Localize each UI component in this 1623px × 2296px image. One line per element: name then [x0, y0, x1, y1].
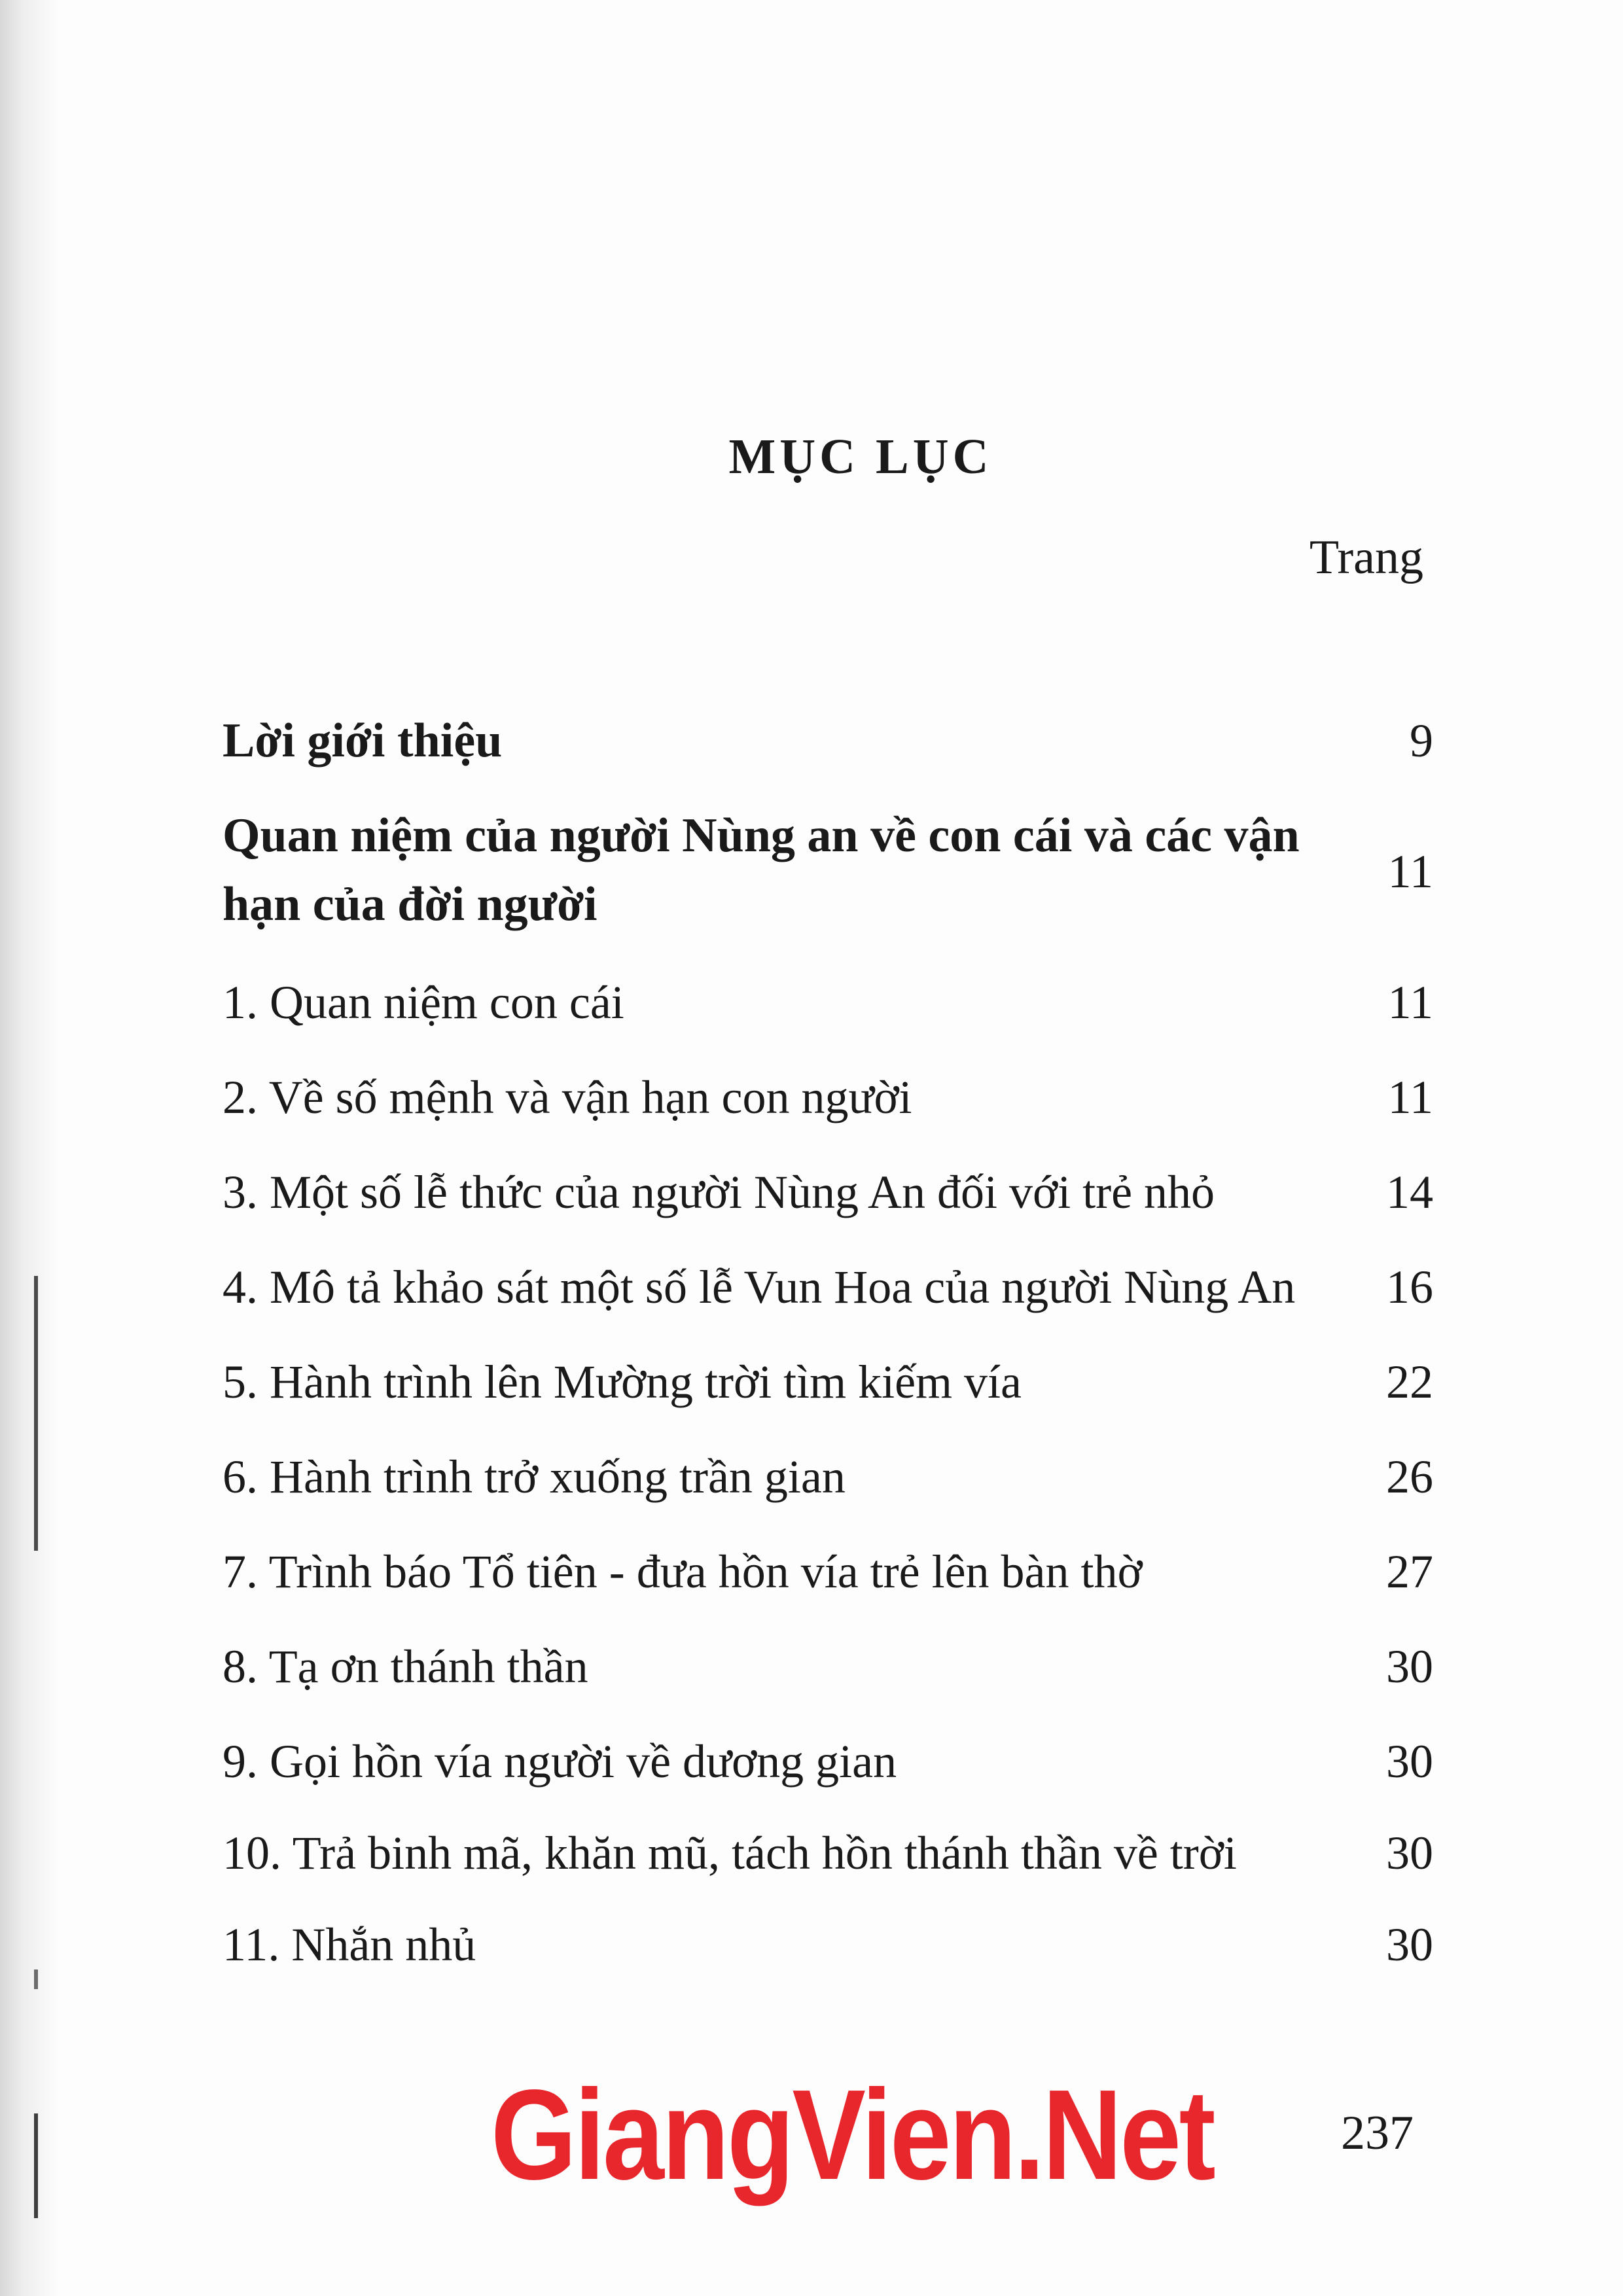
toc-entry-page: 11	[1387, 845, 1433, 898]
toc-entry-label: 7. Trình báo Tổ tiên - đưa hồn vía trẻ lên bàn thờ	[223, 1545, 1143, 1598]
page-number: 237	[1341, 2106, 1414, 2160]
toc-entry-label: 11. Nhắn nhủ	[223, 1918, 476, 1971]
scan-edge-mark	[34, 2113, 38, 2218]
toc-entry-page: 30	[1386, 1735, 1433, 1788]
toc-entry-page: 30	[1386, 1918, 1433, 1971]
toc-entry-page: 26	[1386, 1451, 1433, 1503]
toc-entry-page: 11	[1387, 1071, 1433, 1123]
page-title: MỤC LỤC	[728, 429, 993, 484]
toc-entry-label: 5. Hành trình lên Mường trời tìm kiếm vía	[223, 1356, 1022, 1408]
toc-entry-label: 6. Hành trình trở xuống trần gian	[223, 1451, 846, 1503]
toc-entry-label: 2. Về số mệnh và vận hạn con người	[223, 1071, 912, 1123]
toc-entry-page: 30	[1386, 1827, 1433, 1879]
toc-entry-label: 4. Mô tả khảo sát một số lễ Vun Hoa của người Nùng An	[223, 1261, 1296, 1313]
toc-entry-label: 1. Quan niệm con cái	[223, 976, 624, 1029]
toc-entry-label: 9. Gọi hồn vía người về dương gian	[223, 1735, 897, 1788]
toc-entry-page: 22	[1386, 1356, 1433, 1408]
toc-entry-label: Quan niệm của người Nùng an về con cái và các vận	[223, 809, 1300, 862]
toc-entry-page: 9	[1410, 715, 1433, 767]
binding-shadow	[0, 0, 59, 2296]
toc-entry-label: 10. Trả binh mã, khăn mũ, tách hồn thánh thần về trời	[223, 1827, 1237, 1879]
toc-entry-label: 3. Một số lễ thức của người Nùng An đối với trẻ nhỏ	[223, 1166, 1215, 1218]
scan-edge-mark	[34, 1969, 38, 1989]
toc-entry-page: 27	[1386, 1545, 1433, 1598]
toc-entry-page: 14	[1386, 1166, 1433, 1218]
toc-entry-page: 16	[1386, 1261, 1433, 1313]
scan-edge-mark	[34, 1276, 38, 1551]
page-column-header: Trang	[1309, 531, 1423, 584]
toc-entry-page: 11	[1387, 976, 1433, 1029]
toc-entry-page: 30	[1386, 1640, 1433, 1693]
toc-entry-label-continued: hạn của đời người	[223, 877, 597, 931]
watermark-logo: GiangVien.Net	[491, 2063, 1214, 2206]
toc-entry-label: 8. Tạ ơn thánh thần	[223, 1640, 588, 1693]
toc-entry-label: Lời giới thiệu	[223, 714, 503, 768]
